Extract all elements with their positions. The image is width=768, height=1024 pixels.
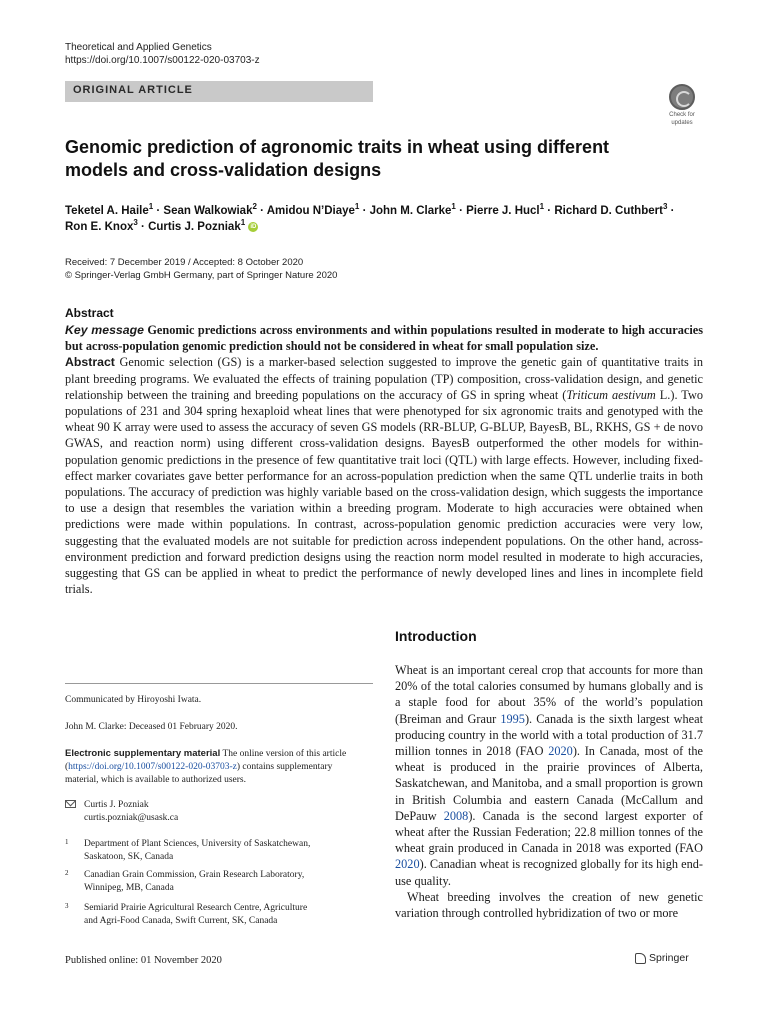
abstract-body bbox=[65, 322, 703, 597]
check-for-updates-badge[interactable] bbox=[662, 84, 702, 126]
title-line-1: Genomic prediction of agronomic traits in wheat using different bbox=[65, 137, 610, 157]
journal-name: Theoretical and Applied Genetics bbox=[65, 42, 212, 53]
introduction-body bbox=[395, 662, 703, 921]
intro-text: ). Canada is the second largest exporter of wheat after the Russian Federation; 22.8 million tonnes of the wheat grain produced in Canada in 2018 was exported (FAO bbox=[395, 808, 703, 856]
affiliation-line: Saskatoon, SK, Canada bbox=[84, 852, 174, 862]
author-affiliation: 1 bbox=[354, 202, 360, 212]
abstract-species: Triticum aestivum bbox=[566, 387, 656, 402]
check-for-updates-line2: updates bbox=[671, 120, 693, 126]
envelope-icon bbox=[65, 800, 76, 808]
introduction-heading: Introduction bbox=[395, 628, 477, 644]
affiliation-line: Department of Plant Sciences, University of Saskatchewan, bbox=[84, 839, 311, 849]
author-name[interactable]: Amidou N’Diaye bbox=[266, 205, 355, 217]
author-affiliation: 3 bbox=[662, 202, 668, 212]
title-line-2: models and cross-validation designs bbox=[65, 160, 382, 180]
check-for-updates-icon bbox=[669, 84, 695, 110]
affiliation-number: 3 bbox=[65, 902, 69, 910]
orcid-icon[interactable]: iD bbox=[250, 223, 257, 230]
deceased-note: John M. Clarke: Deceased 01 February 2020. bbox=[65, 722, 238, 732]
intro-text: ). Canada is the sixth largest wheat producing country in the world with a total production of 31.7 million tonnes in 2018 (FAO bbox=[395, 711, 704, 759]
author-affiliation: 1 bbox=[451, 202, 456, 212]
affiliation-number: 2 bbox=[65, 869, 69, 877]
intro-text: ). Canadian wheat is recognized globally for its high end-use quality. bbox=[395, 857, 703, 888]
key-message-label: Key message bbox=[65, 323, 144, 337]
author-affiliation: 1 bbox=[240, 218, 246, 228]
abstract-paragraph bbox=[65, 354, 703, 597]
author-name[interactable]: Teketel A. Haile bbox=[65, 205, 149, 217]
article-title bbox=[65, 136, 625, 182]
author-affiliation: 2 bbox=[252, 202, 257, 212]
esm-text-b: ) contains supplementary material, which is available to authorized users. bbox=[65, 762, 333, 785]
intro-text: ). In Canada, most of the wheat is produced in the prairie provinces of Alberta, Saskatchewan, and Manitoba, and a small proportion is grown in British Columbia and eastern Canada (McCallum and DePauw bbox=[395, 744, 703, 823]
author-name[interactable]: Pierre J. Hucl bbox=[466, 205, 540, 217]
intro-paragraph-1 bbox=[395, 662, 703, 889]
author-affiliation: 1 bbox=[148, 202, 154, 212]
supplementary-note bbox=[65, 747, 365, 787]
check-for-updates-line1: Check for bbox=[669, 112, 695, 118]
affiliation-line: Winnipeg, MB, Canada bbox=[84, 883, 174, 893]
received-accepted-dates: Received: 7 December 2019 / Accepted: 8 October 2020 bbox=[65, 257, 304, 268]
author-list: Teketel A. Haile$^1$ · Sean Walkowiak$^2$ · Amidou N’Diaye$^1$ · John M. Clarke$^1$ · Pierre J. Hucl$^1$ · Richard D. Cuthbert$^3$ · Ron E. Knox$^3$ · Curtis J. Pozniak$^1$ iD bbox=[65, 202, 675, 233]
copyright-line: © Springer-Verlag GmbH Germany, part of Springer Nature 2020 bbox=[65, 270, 338, 281]
abstract-text-a: Genomic selection (GS) is a marker-based selection suggested to improve the genetic gain of quantitative traits in plant breeding programs. We evaluated the effects of training population (TP) composition, cross-validation design, and genetic relationship between the training and breeding populations on the accuracy of GS in spring wheat ( bbox=[65, 355, 703, 402]
publisher-name: Springer bbox=[649, 952, 689, 964]
affiliation-item bbox=[65, 869, 365, 895]
doi-link[interactable]: https://doi.org/10.1007/s00122-020-03703-z bbox=[65, 55, 260, 66]
citation-link[interactable]: 1995 bbox=[500, 711, 525, 726]
key-message-text: Genomic predictions across environments and within populations resulted in moderate to high accuracies but across-population genomic prediction should not be considered in wheat for small population size. bbox=[65, 323, 703, 354]
article-dates bbox=[65, 256, 337, 282]
communicated-by: Communicated by Hiroyoshi Iwata. bbox=[65, 695, 202, 705]
corresponding-author bbox=[65, 799, 365, 825]
author-name[interactable]: Sean Walkowiak bbox=[163, 205, 253, 217]
contact-name: Curtis J. Pozniak bbox=[84, 800, 149, 810]
author-affiliation: 1 bbox=[539, 202, 545, 212]
esm-text-a: The online version of this article ( bbox=[65, 749, 347, 772]
affiliation-line: Semiarid Prairie Agricultural Research Centre, Agriculture bbox=[84, 903, 308, 913]
author-name[interactable]: Ron E. Knox bbox=[65, 221, 134, 233]
author-name[interactable]: Richard D. Cuthbert bbox=[554, 205, 663, 217]
abstract-text-b: L.). Two populations of 231 and 304 spring hexaploid wheat lines that were phenotyped for six agronomic traits and genotyped with the wheat 90 K array were used to assess the accuracy of seven GS models (RR-BLUP, G-BLUP, BayesB, BL, RKHS, GS + de novo GWAS, and reaction norm) using different cross-validation designs. BayesB outperformed the other models for within-population genomic predictions in the presence of few quantitative trait loci (QTL) with large effects. However, including fixed-effect marker covariates gave better performance for an across-population prediction when the same QTL underlie traits in both populations. The accuracy of prediction was highly variable based on the cross-validation design, which suggests the importance to use a design that resembles the variation within a breeding program. Moderate to high accuracies were obtained when predictions were made within populations. In contrast, across-population genomic prediction accuracies were very low, suggesting that the evaluated models are not suitable for prediction across independent populations. On the other hand, across-environment prediction and forward prediction designs using the reaction norm model resulted in moderate to high accuracies, suggesting that GS can be applied in wheat to predict the performance of newly developed lines and lines in incomplete field trials. bbox=[65, 387, 703, 597]
affiliation-item bbox=[65, 838, 365, 864]
affiliation-item bbox=[65, 902, 365, 928]
esm-label: Electronic supplementary material bbox=[65, 748, 221, 759]
author-name[interactable]: John M. Clarke bbox=[369, 205, 452, 217]
author-affiliation: 3 bbox=[133, 218, 138, 228]
intro-paragraph-2: Wheat breeding involves the creation of new genetic variation through controlled hybridization of two or more bbox=[395, 889, 703, 921]
citation-link[interactable]: 2020 bbox=[395, 857, 420, 872]
publisher-logo bbox=[635, 952, 689, 964]
journal-header bbox=[65, 41, 260, 67]
citation-link[interactable]: 2020 bbox=[548, 744, 573, 759]
author-name[interactable]: Curtis J. Pozniak bbox=[148, 221, 241, 233]
esm-link[interactable]: https://doi.org/10.1007/s00122-020-03703-z bbox=[68, 762, 237, 772]
springer-horse-icon bbox=[635, 953, 646, 964]
key-message bbox=[65, 322, 703, 354]
affiliation-line: and Agri-Food Canada, Swift Current, SK, Canada bbox=[84, 916, 278, 926]
intro-text: Wheat is an important cereal crop that accounts for more than 20% of the total calories consumed by humans globally and is a staple food for about 35% of the world’s population (Breiman and Graur bbox=[395, 663, 703, 726]
citation-link[interactable]: 2008 bbox=[443, 808, 469, 823]
article-type-label: ORIGINAL ARTICLE bbox=[73, 84, 193, 96]
abstract-label: Abstract bbox=[65, 355, 115, 370]
affiliation-line: Canadian Grain Commission, Grain Research Laboratory, bbox=[84, 870, 305, 880]
published-online: Published online: 01 November 2020 bbox=[65, 955, 222, 966]
footnote-divider bbox=[65, 683, 373, 684]
contact-email[interactable]: curtis.pozniak@usask.ca bbox=[84, 813, 179, 823]
affiliation-number: 1 bbox=[65, 838, 69, 846]
abstract-heading: Abstract bbox=[65, 306, 114, 320]
